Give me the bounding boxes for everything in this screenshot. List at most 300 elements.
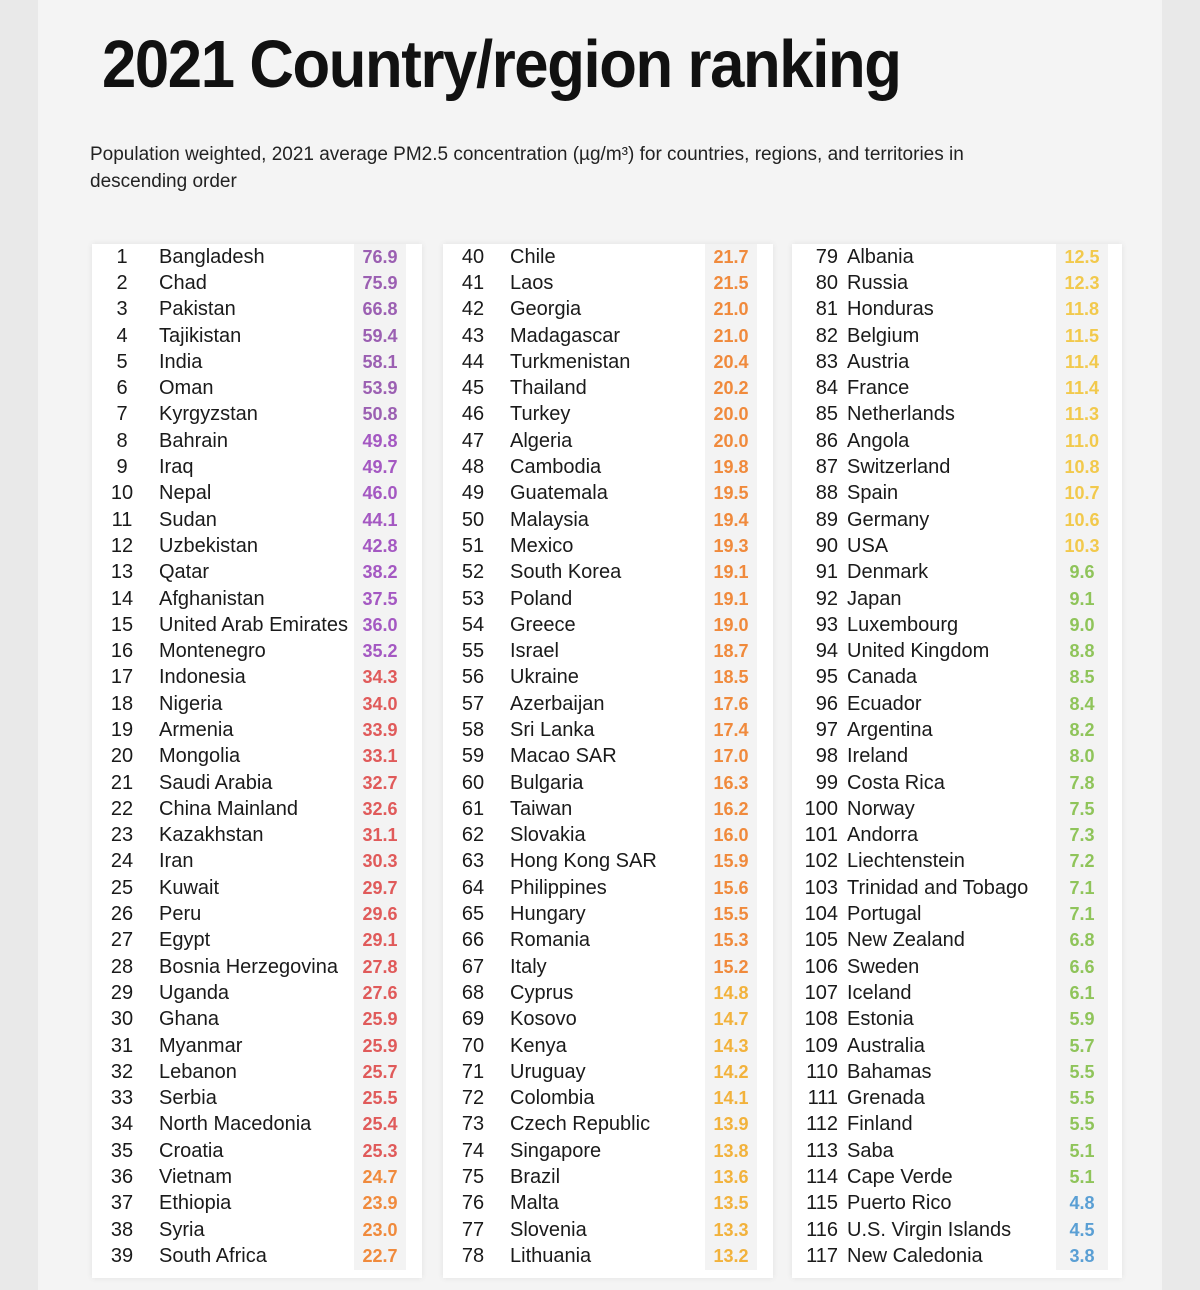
rank-number: 58 <box>461 718 485 741</box>
ranking-row <box>443 744 773 770</box>
rank-number: 6 <box>116 377 128 400</box>
rank-number: 94 <box>815 640 838 663</box>
ranking-row <box>792 717 1122 743</box>
pm25-value: 34.0 <box>354 691 406 717</box>
country-name: Georgia <box>510 298 582 321</box>
rank-number: 11 <box>111 508 133 531</box>
pm25-value: 16.2 <box>705 796 757 822</box>
ranking-row <box>443 1007 773 1033</box>
rank-number: 33 <box>110 1087 134 1110</box>
country-name: Colombia <box>510 1087 595 1110</box>
pm25-value: 15.3 <box>705 928 757 954</box>
pm25-value: 6.1 <box>1056 980 1108 1006</box>
ranking-row <box>443 533 773 559</box>
country-name: Sudan <box>159 508 217 531</box>
ranking-row <box>92 454 422 480</box>
ranking-row <box>443 349 773 375</box>
rank-number: 69 <box>461 1008 485 1031</box>
country-name: Tajikistan <box>159 324 242 347</box>
ranking-row <box>443 928 773 954</box>
rank-number: 46 <box>461 403 485 426</box>
country-name: USA <box>847 534 889 557</box>
country-name: Iceland <box>847 981 912 1004</box>
country-name: Austria <box>847 350 910 373</box>
ranking-row <box>92 980 422 1006</box>
ranking-row <box>92 1217 422 1243</box>
rank-number: 15 <box>110 613 134 636</box>
rank-number: 61 <box>461 797 485 820</box>
ranking-row <box>792 1033 1122 1059</box>
pm25-value: 13.8 <box>705 1138 757 1164</box>
rank-number: 22 <box>110 797 134 820</box>
pm25-value: 11.5 <box>1056 323 1108 349</box>
rank-number: 29 <box>110 981 134 1004</box>
country-name: Uganda <box>159 981 230 1004</box>
ranking-row <box>443 954 773 980</box>
pm25-value: 16.0 <box>705 823 757 849</box>
country-name: Andorra <box>847 824 919 847</box>
country-name: Turkmenistan <box>510 350 631 373</box>
country-name: France <box>847 377 910 400</box>
ranking-row <box>792 402 1122 428</box>
country-name: Singapore <box>510 1139 602 1162</box>
ranking-row <box>92 691 422 717</box>
country-name: Bahrain <box>159 429 228 452</box>
ranking-row <box>443 428 773 454</box>
country-name: Bahamas <box>847 1060 932 1083</box>
rank-number: 44 <box>461 350 485 373</box>
rank-number: 116 <box>806 1218 838 1241</box>
ranking-column-2 <box>443 244 773 1278</box>
country-name: Kenya <box>510 1034 567 1057</box>
rank-number: 59 <box>461 745 485 768</box>
country-name: Estonia <box>847 1008 914 1031</box>
pm25-value: 4.8 <box>1056 1191 1108 1217</box>
pm25-value: 4.5 <box>1056 1217 1108 1243</box>
ranking-row <box>792 507 1122 533</box>
rank-number: 109 <box>804 1034 838 1057</box>
country-name: North Macedonia <box>159 1113 312 1136</box>
country-name: Bulgaria <box>510 771 584 794</box>
rank-number: 41 <box>461 271 485 294</box>
ranking-row <box>92 244 422 270</box>
rank-number: 114 <box>806 1166 838 1189</box>
rank-number: 9 <box>116 456 128 479</box>
ranking-row <box>443 665 773 691</box>
pm25-value: 8.5 <box>1056 665 1108 691</box>
country-name: Cyprus <box>510 981 574 1004</box>
ranking-row <box>92 744 422 770</box>
ranking-row <box>792 428 1122 454</box>
ranking-row <box>92 481 422 507</box>
ranking-row <box>92 349 422 375</box>
rank-number: 86 <box>815 429 838 452</box>
country-name: Oman <box>159 377 214 400</box>
ranking-row <box>443 691 773 717</box>
pm25-value: 25.7 <box>354 1059 406 1085</box>
country-name: Bosnia Herzegovina <box>159 955 338 978</box>
country-name: China Mainland <box>159 797 298 820</box>
pm25-value: 17.4 <box>705 717 757 743</box>
country-name: Mexico <box>510 534 574 557</box>
ranking-row <box>443 507 773 533</box>
pm25-value: 20.0 <box>705 402 757 428</box>
rank-number: 80 <box>815 271 838 294</box>
ranking-row <box>443 244 773 270</box>
country-name: Denmark <box>847 561 929 584</box>
rank-number: 107 <box>804 981 838 1004</box>
rank-number: 66 <box>461 929 485 952</box>
ranking-row <box>443 849 773 875</box>
pm25-value: 32.6 <box>354 796 406 822</box>
ranking-row <box>443 717 773 743</box>
pm25-value: 11.3 <box>1056 402 1108 428</box>
country-name: Slovakia <box>510 824 586 847</box>
pm25-value: 37.5 <box>354 586 406 612</box>
pm25-value: 25.9 <box>354 1007 406 1033</box>
pm25-value: 22.7 <box>354 1243 406 1269</box>
country-name: Turkey <box>510 403 571 426</box>
rank-number: 78 <box>461 1244 485 1267</box>
country-name: Macao SAR <box>510 745 617 768</box>
pm25-value: 44.1 <box>354 507 406 533</box>
ranking-row <box>92 428 422 454</box>
ranking-row <box>443 323 773 349</box>
ranking-row <box>792 954 1122 980</box>
pm25-value: 18.5 <box>705 665 757 691</box>
ranking-row <box>92 796 422 822</box>
country-name: United Arab Emirates <box>159 613 348 636</box>
pm25-value: 8.2 <box>1056 717 1108 743</box>
rank-number: 40 <box>461 245 485 268</box>
pm25-value: 7.1 <box>1056 901 1108 927</box>
pm25-value: 7.2 <box>1056 849 1108 875</box>
pm25-value: 13.5 <box>705 1191 757 1217</box>
pm25-value: 33.1 <box>354 744 406 770</box>
pm25-value: 34.3 <box>354 665 406 691</box>
rank-number: 104 <box>804 903 838 926</box>
country-name: Montenegro <box>159 640 266 663</box>
country-name: Myanmar <box>159 1034 243 1057</box>
country-name: Chad <box>159 271 207 294</box>
pm25-value: 8.0 <box>1056 744 1108 770</box>
pm25-value: 17.0 <box>705 744 757 770</box>
ranking-row <box>443 1243 773 1269</box>
ranking-row <box>792 665 1122 691</box>
rank-number: 5 <box>116 350 128 373</box>
ranking-row <box>792 270 1122 296</box>
pm25-value: 42.8 <box>354 533 406 559</box>
rank-number: 70 <box>461 1034 485 1057</box>
rank-number: 17 <box>110 666 134 689</box>
country-name: Cape Verde <box>847 1166 953 1189</box>
ranking-row <box>792 612 1122 638</box>
ranking-row <box>443 1086 773 1112</box>
rank-number: 74 <box>461 1139 485 1162</box>
rank-number: 25 <box>110 876 134 899</box>
ranking-row <box>792 1086 1122 1112</box>
rank-number: 13 <box>110 561 134 584</box>
country-name: Netherlands <box>847 403 955 426</box>
pm25-value: 53.9 <box>354 375 406 401</box>
rank-number: 30 <box>110 1008 134 1031</box>
pm25-value: 9.6 <box>1056 560 1108 586</box>
country-name: Angola <box>847 429 910 452</box>
country-name: Kuwait <box>159 876 220 899</box>
pm25-value: 25.5 <box>354 1086 406 1112</box>
country-name: Japan <box>847 587 902 610</box>
country-name: Guatemala <box>510 482 608 505</box>
pm25-value: 11.4 <box>1056 349 1108 375</box>
rank-number: 55 <box>461 640 485 663</box>
pm25-value: 14.1 <box>705 1086 757 1112</box>
pm25-value: 5.1 <box>1056 1138 1108 1164</box>
ranking-row <box>92 375 422 401</box>
ranking-row <box>92 875 422 901</box>
ranking-row <box>92 560 422 586</box>
ranking-row <box>92 1033 422 1059</box>
pm25-value: 13.9 <box>705 1112 757 1138</box>
country-name: Ethiopia <box>159 1192 232 1215</box>
country-name: Serbia <box>159 1087 217 1110</box>
country-name: South Korea <box>510 561 622 584</box>
pm25-value: 7.3 <box>1056 823 1108 849</box>
rank-number: 24 <box>110 850 134 873</box>
rank-number: 12 <box>110 534 134 557</box>
pm25-value: 27.8 <box>354 954 406 980</box>
country-name: Uruguay <box>510 1060 586 1083</box>
pm25-value: 5.9 <box>1056 1007 1108 1033</box>
rank-number: 16 <box>110 640 134 663</box>
pm25-value: 8.8 <box>1056 638 1108 664</box>
country-name: Malta <box>510 1192 559 1215</box>
rank-number: 7 <box>116 403 128 426</box>
country-name: Slovenia <box>510 1218 587 1241</box>
rank-number: 3 <box>116 298 128 321</box>
rank-number: 19 <box>110 718 134 741</box>
country-name: Brazil <box>510 1166 561 1189</box>
rank-number: 34 <box>110 1113 134 1136</box>
country-name: Ireland <box>847 745 909 768</box>
ranking-row <box>443 454 773 480</box>
ranking-row <box>792 980 1122 1006</box>
rank-number: 87 <box>815 456 838 479</box>
country-name: Romania <box>510 929 591 952</box>
ranking-row <box>792 323 1122 349</box>
ranking-row <box>443 375 773 401</box>
country-name: Sweden <box>847 955 920 978</box>
rank-number: 53 <box>461 587 485 610</box>
country-name: Czech Republic <box>510 1113 651 1136</box>
rank-number: 115 <box>806 1192 838 1215</box>
rank-number: 75 <box>461 1166 485 1189</box>
pm25-value: 19.5 <box>705 481 757 507</box>
pm25-value: 14.8 <box>705 980 757 1006</box>
rank-number: 42 <box>461 298 485 321</box>
rank-number: 26 <box>110 903 134 926</box>
pm25-value: 36.0 <box>354 612 406 638</box>
ranking-row <box>792 375 1122 401</box>
pm25-value: 27.6 <box>354 980 406 1006</box>
rank-number: 39 <box>110 1244 134 1267</box>
rank-number: 98 <box>815 745 838 768</box>
pm25-value: 13.6 <box>705 1164 757 1190</box>
country-name: Nepal <box>159 482 212 505</box>
pm25-value: 75.9 <box>354 270 406 296</box>
country-name: Iran <box>159 850 194 873</box>
rank-number: 63 <box>461 850 485 873</box>
country-name: Egypt <box>159 929 211 952</box>
country-name: Argentina <box>847 718 933 741</box>
ranking-row <box>792 244 1122 270</box>
pm25-value: 9.1 <box>1056 586 1108 612</box>
ranking-row <box>92 507 422 533</box>
ranking-row <box>443 770 773 796</box>
country-name: Hungary <box>510 903 586 926</box>
ranking-column-3 <box>792 244 1122 1278</box>
pm25-value: 19.8 <box>705 454 757 480</box>
ranking-row <box>443 1217 773 1243</box>
pm25-value: 19.1 <box>705 586 757 612</box>
ranking-row <box>443 875 773 901</box>
ranking-row <box>792 901 1122 927</box>
ranking-row <box>92 1007 422 1033</box>
country-name: Indonesia <box>159 666 246 689</box>
pm25-value: 21.0 <box>705 297 757 323</box>
pm25-value: 15.6 <box>705 875 757 901</box>
ranking-row <box>443 481 773 507</box>
ranking-row <box>792 297 1122 323</box>
pm25-value: 23.0 <box>354 1217 406 1243</box>
country-name: Kosovo <box>510 1008 577 1031</box>
ranking-row <box>443 270 773 296</box>
country-name: Norway <box>847 797 915 820</box>
country-name: Trinidad and Tobago <box>847 876 1029 899</box>
rank-number: 18 <box>110 692 134 715</box>
country-name: Malaysia <box>510 508 589 531</box>
page-title: 2021 Country/region ranking <box>102 27 901 102</box>
pm25-value: 17.6 <box>705 691 757 717</box>
country-name: Vietnam <box>159 1166 233 1189</box>
pm25-value: 15.5 <box>705 901 757 927</box>
pm25-value: 20.4 <box>705 349 757 375</box>
rank-number: 20 <box>110 745 134 768</box>
rank-number: 93 <box>815 613 838 636</box>
pm25-value: 10.8 <box>1056 454 1108 480</box>
pm25-value: 20.0 <box>705 428 757 454</box>
ranking-row <box>443 901 773 927</box>
pm25-value: 15.2 <box>705 954 757 980</box>
ranking-row <box>792 823 1122 849</box>
pm25-value: 14.2 <box>705 1059 757 1085</box>
ranking-row <box>792 481 1122 507</box>
pm25-value: 13.2 <box>705 1243 757 1269</box>
pm25-value: 7.5 <box>1056 796 1108 822</box>
pm25-value: 50.8 <box>354 402 406 428</box>
ranking-row <box>92 901 422 927</box>
rank-number: 32 <box>110 1060 134 1083</box>
rank-number: 67 <box>461 955 485 978</box>
rank-number: 48 <box>461 456 485 479</box>
rank-number: 51 <box>461 534 485 557</box>
pm25-value: 20.2 <box>705 375 757 401</box>
ranking-row <box>443 560 773 586</box>
rank-number: 21 <box>110 771 134 794</box>
country-name: Finland <box>847 1113 913 1136</box>
pm25-value: 29.7 <box>354 875 406 901</box>
country-name: Philippines <box>510 876 607 899</box>
rank-number: 38 <box>110 1218 134 1241</box>
pm25-value: 49.7 <box>354 454 406 480</box>
pm25-value: 11.0 <box>1056 428 1108 454</box>
ranking-row <box>443 1191 773 1217</box>
rank-number: 23 <box>110 824 134 847</box>
ranking-row <box>792 928 1122 954</box>
rank-number: 71 <box>461 1060 485 1083</box>
pm25-value: 19.0 <box>705 612 757 638</box>
ranking-row <box>443 1112 773 1138</box>
rank-number: 102 <box>804 850 838 873</box>
country-name: Mongolia <box>159 745 241 768</box>
country-name: Australia <box>847 1034 925 1057</box>
country-name: Israel <box>510 640 559 663</box>
rank-number: 101 <box>804 824 838 847</box>
pm25-value: 5.5 <box>1056 1059 1108 1085</box>
rank-number: 88 <box>815 482 838 505</box>
country-name: Germany <box>847 508 930 531</box>
pm25-value: 35.2 <box>354 638 406 664</box>
country-name: U.S. Virgin Islands <box>847 1218 1012 1241</box>
country-name: Peru <box>159 903 202 926</box>
ranking-row <box>92 1112 422 1138</box>
rank-number: 68 <box>461 981 485 1004</box>
ranking-row <box>92 665 422 691</box>
country-name: South Africa <box>159 1244 267 1267</box>
country-name: Poland <box>510 587 573 610</box>
pm25-value: 38.2 <box>354 560 406 586</box>
rank-number: 89 <box>815 508 838 531</box>
ranking-row <box>792 1138 1122 1164</box>
country-name: United Kingdom <box>847 640 990 663</box>
ranking-row <box>92 612 422 638</box>
ranking-row <box>792 1007 1122 1033</box>
ranking-row <box>92 1243 422 1269</box>
ranking-row <box>792 586 1122 612</box>
rank-number: 56 <box>461 666 485 689</box>
pm25-value: 7.1 <box>1056 875 1108 901</box>
ranking-row <box>92 928 422 954</box>
pm25-value: 33.9 <box>354 717 406 743</box>
rank-number: 62 <box>461 824 485 847</box>
pm25-value: 8.4 <box>1056 691 1108 717</box>
country-name: Italy <box>510 955 547 978</box>
ranking-row <box>92 954 422 980</box>
rank-number: 4 <box>116 324 128 347</box>
pm25-value: 24.7 <box>354 1164 406 1190</box>
country-name: Liechtenstein <box>847 850 965 873</box>
ranking-row <box>792 349 1122 375</box>
rank-number: 49 <box>461 482 485 505</box>
rank-number: 28 <box>110 955 134 978</box>
ranking-row <box>792 796 1122 822</box>
pm25-value: 5.5 <box>1056 1112 1108 1138</box>
pm25-value: 19.4 <box>705 507 757 533</box>
rank-number: 97 <box>815 718 838 741</box>
pm25-value: 21.5 <box>705 270 757 296</box>
rank-number: 64 <box>461 876 485 899</box>
ranking-row <box>792 849 1122 875</box>
country-name: Armenia <box>159 718 234 741</box>
